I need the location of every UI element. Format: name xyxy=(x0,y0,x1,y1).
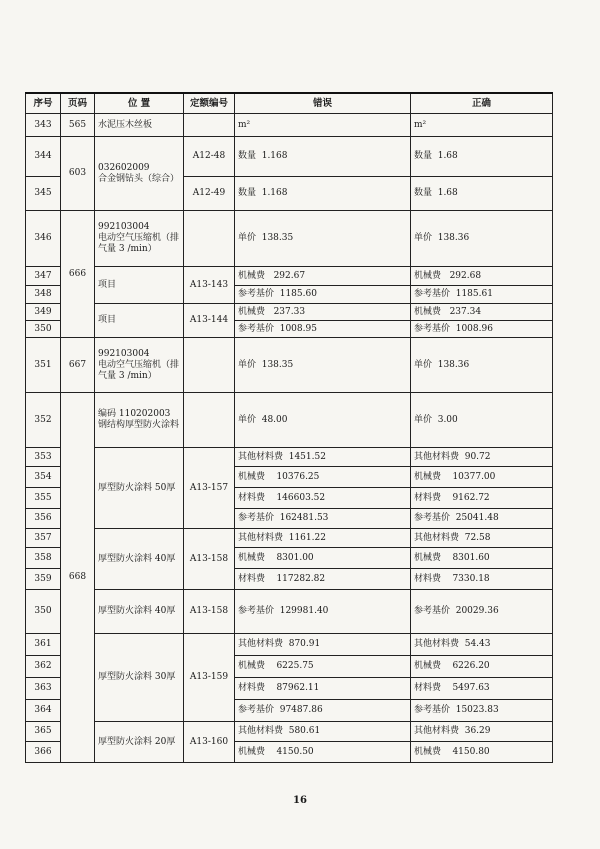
table-row xyxy=(26,529,553,548)
header-seq: 序号 xyxy=(26,93,61,114)
header-location: 位 置 xyxy=(95,93,184,114)
wrong-cell: 机械费 8301.00 xyxy=(235,548,411,569)
correct-cell: 数量 1.68 xyxy=(411,177,553,211)
seq-cell: 350 xyxy=(26,321,61,338)
code-cell xyxy=(184,338,235,393)
location-cell: 厚型防火涂料 50厚 xyxy=(95,448,184,529)
correct-cell: m² xyxy=(411,114,553,137)
seq-cell: 352 xyxy=(26,393,61,448)
table-row xyxy=(26,267,553,286)
code-cell: A13-143 xyxy=(184,267,235,304)
wrong-cell: 其他材料费 1161.22 xyxy=(235,529,411,548)
code-cell: A12-48 xyxy=(184,137,235,177)
table-row xyxy=(26,338,553,393)
location-cell: 032602009 合金钢钻头（综合） xyxy=(95,137,184,211)
correct-cell: 材料费 7330.18 xyxy=(411,569,553,590)
wrong-cell: 其他材料费 1451.52 xyxy=(235,448,411,467)
header-quota-code: 定额编号 xyxy=(184,93,235,114)
code-cell: A13-157 xyxy=(184,448,235,529)
location-cell: 992103004 电动空气压缩机（排气量 3 /min） xyxy=(95,338,184,393)
location-cell: 编码 110202003 钢结构厚型防火涂料 xyxy=(95,393,184,448)
location-cell: 水泥压木丝板 xyxy=(95,114,184,137)
correct-cell: 参考基价 1008.96 xyxy=(411,321,553,338)
seq-cell: 348 xyxy=(26,286,61,304)
correct-cell: 参考基价 1185.61 xyxy=(411,286,553,304)
code-cell xyxy=(184,211,235,267)
wrong-cell: 其他材料费 870.91 xyxy=(235,634,411,656)
header-correct: 正确 xyxy=(411,93,553,114)
page-cell: 603 xyxy=(61,137,95,211)
wrong-cell: m² xyxy=(235,114,411,137)
wrong-cell: 其他材料费 580.61 xyxy=(235,722,411,742)
seq-cell: 354 xyxy=(26,467,61,488)
code-cell xyxy=(184,393,235,448)
location-cell: 项目 xyxy=(95,267,184,304)
table-row xyxy=(26,590,553,634)
correct-cell: 材料费 5497.63 xyxy=(411,678,553,700)
page-cell: 666 xyxy=(61,211,95,338)
correct-cell: 参考基价 25041.48 xyxy=(411,509,553,529)
correct-cell: 单价 138.36 xyxy=(411,211,553,267)
table-row xyxy=(26,211,553,267)
correct-cell: 材料费 9162.72 xyxy=(411,488,553,509)
seq-cell: 355 xyxy=(26,488,61,509)
wrong-cell: 单价 48.00 xyxy=(235,393,411,448)
wrong-cell: 参考基价 162481.53 xyxy=(235,509,411,529)
table-header-row xyxy=(26,93,553,114)
correct-cell: 机械费 292.68 xyxy=(411,267,553,286)
correct-cell: 机械费 237.34 xyxy=(411,304,553,321)
wrong-cell: 数量 1.168 xyxy=(235,137,411,177)
code-cell xyxy=(184,114,235,137)
location-cell: 厚型防火涂料 20厚 xyxy=(95,722,184,763)
correct-cell: 单价 138.36 xyxy=(411,338,553,393)
correct-cell: 其他材料费 90.72 xyxy=(411,448,553,467)
correct-cell: 参考基价 15023.83 xyxy=(411,700,553,722)
seq-cell: 364 xyxy=(26,700,61,722)
correct-cell: 其他材料费 72.58 xyxy=(411,529,553,548)
seq-cell: 351 xyxy=(26,338,61,393)
correct-cell: 其他材料费 54.43 xyxy=(411,634,553,656)
wrong-cell: 材料费 117282.82 xyxy=(235,569,411,590)
code-cell: A13-160 xyxy=(184,722,235,763)
code-cell: A12-49 xyxy=(184,177,235,211)
wrong-cell: 数量 1.168 xyxy=(235,177,411,211)
correct-cell: 机械费 8301.60 xyxy=(411,548,553,569)
wrong-cell: 参考基价 1008.95 xyxy=(235,321,411,338)
correct-cell: 机械费 6226.20 xyxy=(411,656,553,678)
correct-cell: 参考基价 20029.36 xyxy=(411,590,553,634)
seq-cell: 344 xyxy=(26,137,61,177)
seq-cell: 365 xyxy=(26,722,61,742)
page-number: 16 xyxy=(293,795,307,806)
seq-cell: 343 xyxy=(26,114,61,137)
seq-cell: 362 xyxy=(26,656,61,678)
wrong-cell: 单价 138.35 xyxy=(235,211,411,267)
header-page: 页码 xyxy=(61,93,95,114)
location-cell: 厚型防火涂料 40厚 xyxy=(95,590,184,634)
code-cell: A13-158 xyxy=(184,590,235,634)
wrong-cell: 材料费 146603.52 xyxy=(235,488,411,509)
seq-cell: 363 xyxy=(26,678,61,700)
header-wrong: 错误 xyxy=(235,93,411,114)
location-cell: 项目 xyxy=(95,304,184,338)
wrong-cell: 机械费 292.67 xyxy=(235,267,411,286)
seq-cell: 356 xyxy=(26,509,61,529)
code-cell: A13-159 xyxy=(184,634,235,722)
seq-cell: 346 xyxy=(26,211,61,267)
page-cell: 565 xyxy=(61,114,95,137)
wrong-cell: 参考基价 97487.86 xyxy=(235,700,411,722)
correct-cell: 其他材料费 36.29 xyxy=(411,722,553,742)
page-cell: 668 xyxy=(61,393,95,763)
seq-cell: 349 xyxy=(26,304,61,321)
table-row xyxy=(26,448,553,467)
wrong-cell: 参考基价 1185.60 xyxy=(235,286,411,304)
seq-cell: 359 xyxy=(26,569,61,590)
seq-cell: 361 xyxy=(26,634,61,656)
table-row xyxy=(26,304,553,321)
seq-cell: 350 xyxy=(26,590,61,634)
table-row xyxy=(26,137,553,177)
wrong-cell: 材料费 87962.11 xyxy=(235,678,411,700)
seq-cell: 358 xyxy=(26,548,61,569)
page-cell: 667 xyxy=(61,338,95,393)
correct-cell: 机械费 4150.80 xyxy=(411,742,553,763)
errata-table xyxy=(25,92,553,763)
location-cell: 厚型防火涂料 40厚 xyxy=(95,529,184,590)
wrong-cell: 单价 138.35 xyxy=(235,338,411,393)
wrong-cell: 机械费 6225.75 xyxy=(235,656,411,678)
correct-cell: 单价 3.00 xyxy=(411,393,553,448)
seq-cell: 347 xyxy=(26,267,61,286)
wrong-cell: 机械费 10376.25 xyxy=(235,467,411,488)
location-cell: 992103004 电动空气压缩机（排气量 3 /min） xyxy=(95,211,184,267)
table-row xyxy=(26,393,553,448)
correct-cell: 机械费 10377.00 xyxy=(411,467,553,488)
code-cell: A13-144 xyxy=(184,304,235,338)
table-row xyxy=(26,114,553,137)
seq-cell: 345 xyxy=(26,177,61,211)
location-cell: 厚型防火涂料 30厚 xyxy=(95,634,184,722)
table-row xyxy=(26,634,553,656)
wrong-cell: 参考基价 129981.40 xyxy=(235,590,411,634)
seq-cell: 357 xyxy=(26,529,61,548)
wrong-cell: 机械费 4150.50 xyxy=(235,742,411,763)
wrong-cell: 机械费 237.33 xyxy=(235,304,411,321)
code-cell: A13-158 xyxy=(184,529,235,590)
correct-cell: 数量 1.68 xyxy=(411,137,553,177)
seq-cell: 353 xyxy=(26,448,61,467)
table-row xyxy=(26,722,553,742)
seq-cell: 366 xyxy=(26,742,61,763)
